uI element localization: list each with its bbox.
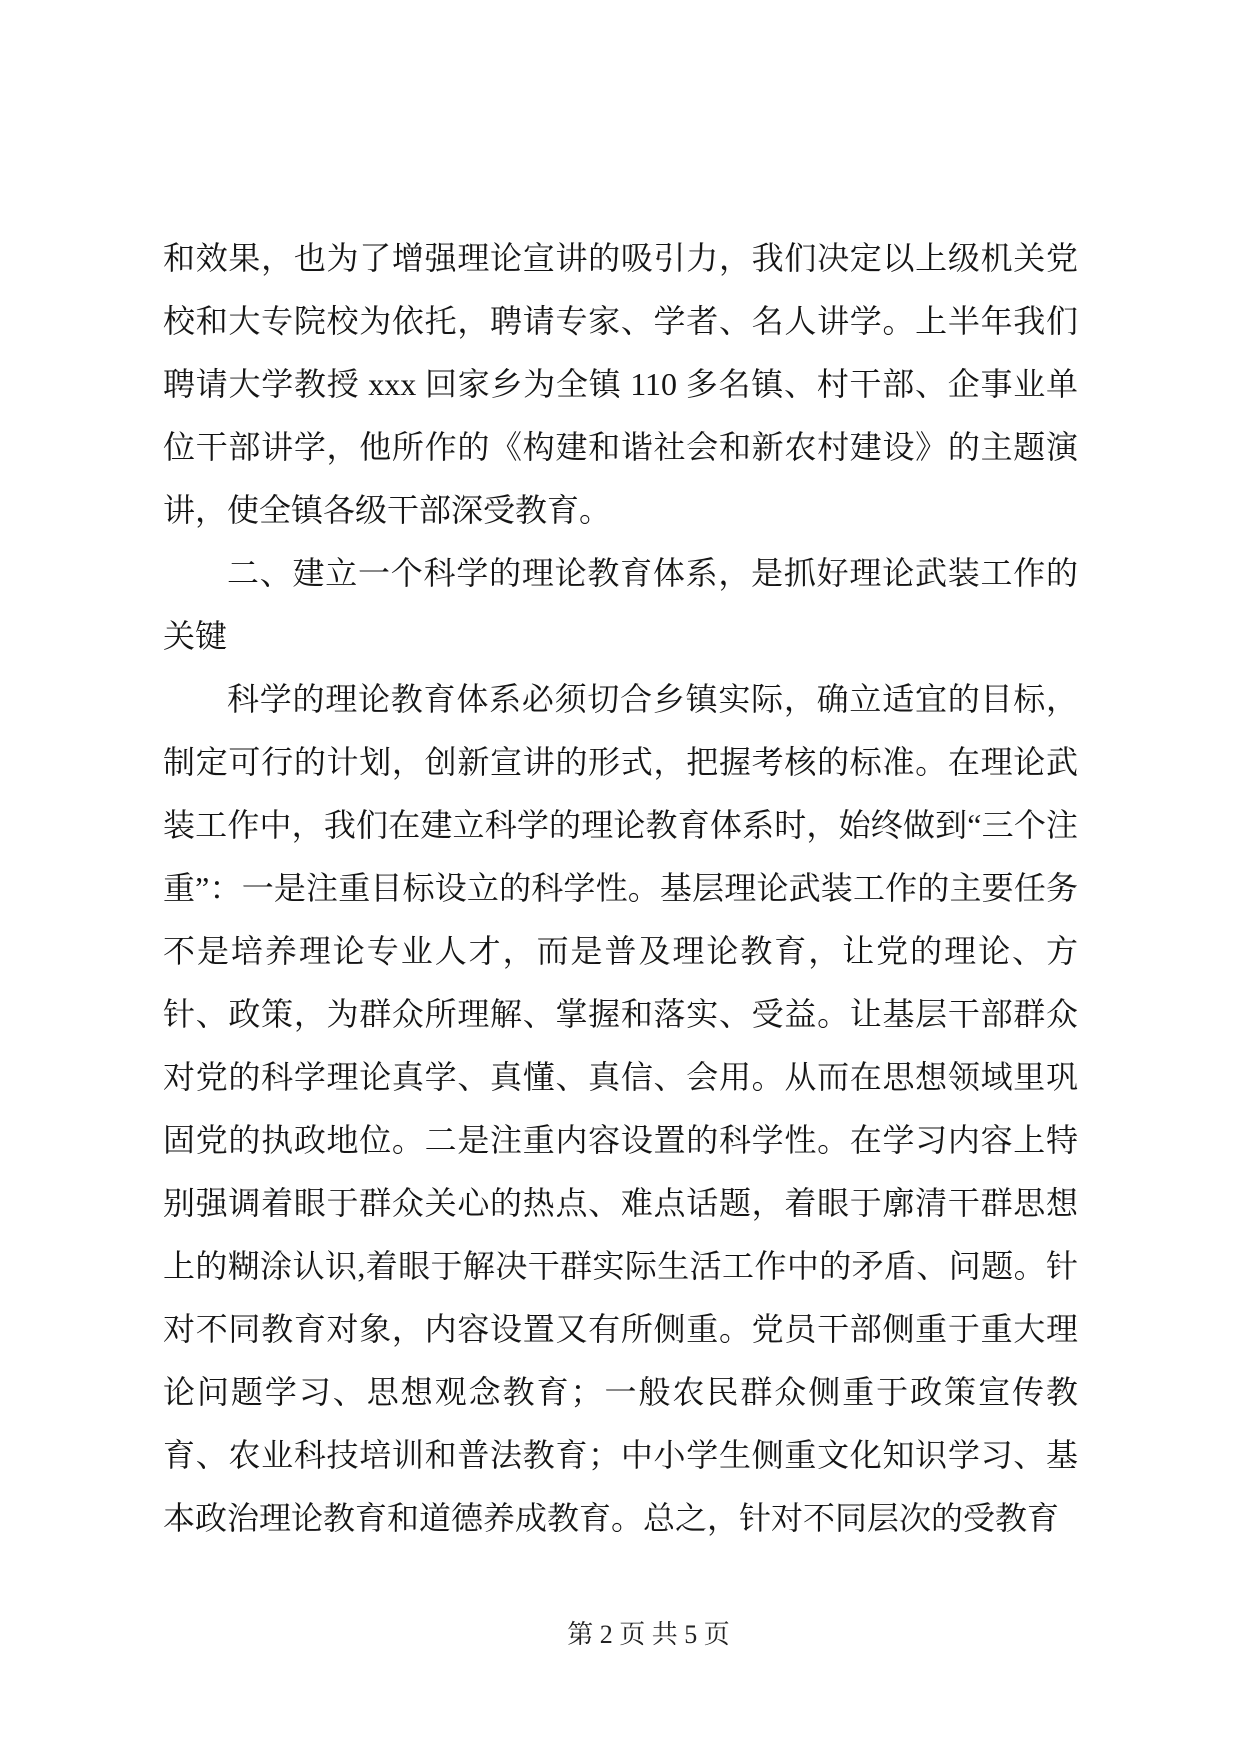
paragraph: 二、建立一个科学的理论教育体系，是抓好理论武装工作的关键 xyxy=(163,555,1078,654)
paragraph: 科学的理论教育体系必须切合乡镇实际，确立适宜的目标，制定可行的计划，创新宣讲的形式，把握考核的标准。在理论武装工作中，我们在建立科学的理论教育体系时，始终做到“三个注重”：一是注重目标设立的科学性。基层理论武装工作的主要任务不是培养理论专业人才，而是普及理论教育，让党的理论、方针、政策，为群众所理解、掌握和落实、受益。让基层干部群众对党的科学理论真学、真懂、真信、会用。从而在思想领域里巩固党的执政地位。二是注重内容设置的科学性。在学习内容上特别强调着眼于群众关心的热点、难点话题，着眼于廓清干群思想上的糊涂认识,着眼于解决干群实际生活工作中的矛盾、问题。针对不同教育对象，内容设置又有所侧重。党员干部侧重于重大理论问题学习、思想观念教育；一般农民群众侧重于政策宣传教育、农业科技培训和普法教育；中小学生侧重文化知识学习、基本政治理论教育和道德养成教育。总之，针对不同层次的受教育 xyxy=(163,681,1078,1536)
document-body xyxy=(163,227,1078,1550)
page-number-footer: 第 2 页 共 5 页 xyxy=(567,1620,730,1649)
paragraph: 和效果，也为了增强理论宣讲的吸引力，我们决定以上级机关党校和大专院校为依托，聘请专家、学者、名人讲学。上半年我们聘请大学教授 xxx 回家乡为全镇 110 多名镇、村干部、企事业单位干部讲学，他所作的《构建和谐社会和新农村建设》的主题演讲，使全镇各级干部深受教育。 xyxy=(163,240,1078,528)
